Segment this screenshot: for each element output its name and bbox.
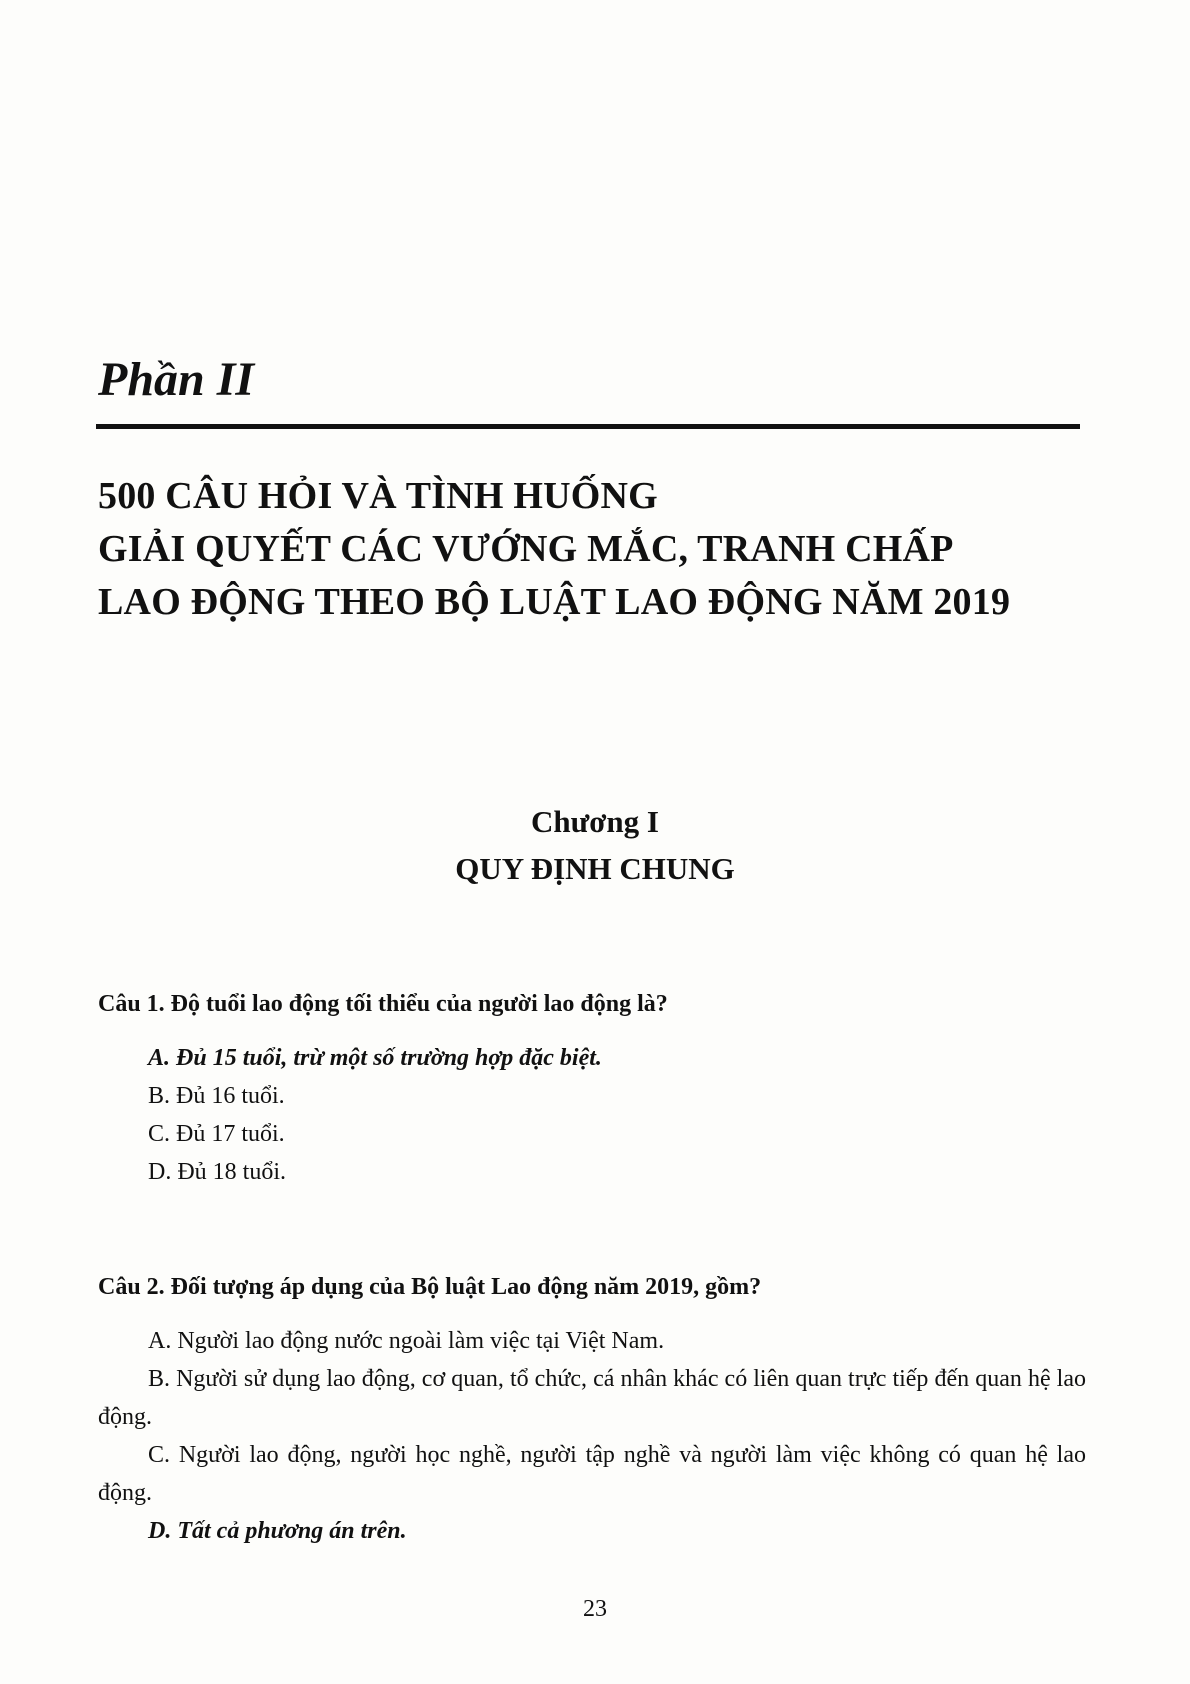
answer-option: C. Đủ 17 tuổi.	[148, 1121, 285, 1147]
main-title-line: 500 CÂU HỎI VÀ TÌNH HUỐNG	[98, 475, 658, 517]
main-title	[98, 470, 1010, 629]
main-title-line: LAO ĐỘNG THEO BỘ LUẬT LAO ĐỘNG NĂM 2019	[98, 581, 1011, 623]
question-text: Câu 1. Độ tuổi lao động tối thiểu của người lao động là?	[98, 991, 668, 1017]
part-title: Phần II	[98, 353, 255, 406]
page-number: 23	[583, 1596, 607, 1622]
answer-option: D. Đủ 18 tuổi.	[148, 1159, 286, 1185]
chapter-title: QUY ĐỊNH CHUNG	[455, 851, 735, 886]
answer-option: A. Người lao động nước ngoài làm việc tại Việt Nam.	[148, 1328, 665, 1354]
answer-option: B. Đủ 16 tuổi.	[148, 1083, 285, 1109]
answer-option: B. Người sử dụng lao động, cơ quan, tổ chức, cá nhân khác có liên quan trực tiếp đến quan hệ lao động.	[98, 1366, 1086, 1430]
question-1	[98, 985, 1086, 1191]
answer-option: C. Người lao động, người học nghề, người tập nghề và người làm việc không có quan hệ lao động.	[98, 1442, 1086, 1506]
title-divider	[96, 424, 1080, 429]
chapter-heading	[0, 798, 1190, 892]
question-2	[98, 1268, 1086, 1550]
chapter-label: Chương I	[531, 804, 659, 839]
answer-option-correct: D. Tất cả phương án trên.	[148, 1518, 407, 1544]
main-title-line: GIẢI QUYẾT CÁC VƯỚNG MẮC, TRANH CHẤP	[98, 528, 954, 570]
answer-option-correct: A. Đủ 15 tuổi, trừ một số trường hợp đặc biệt.	[148, 1045, 602, 1071]
question-text: Câu 2. Đối tượng áp dụng của Bộ luật Lao động năm 2019, gồm?	[98, 1274, 762, 1300]
